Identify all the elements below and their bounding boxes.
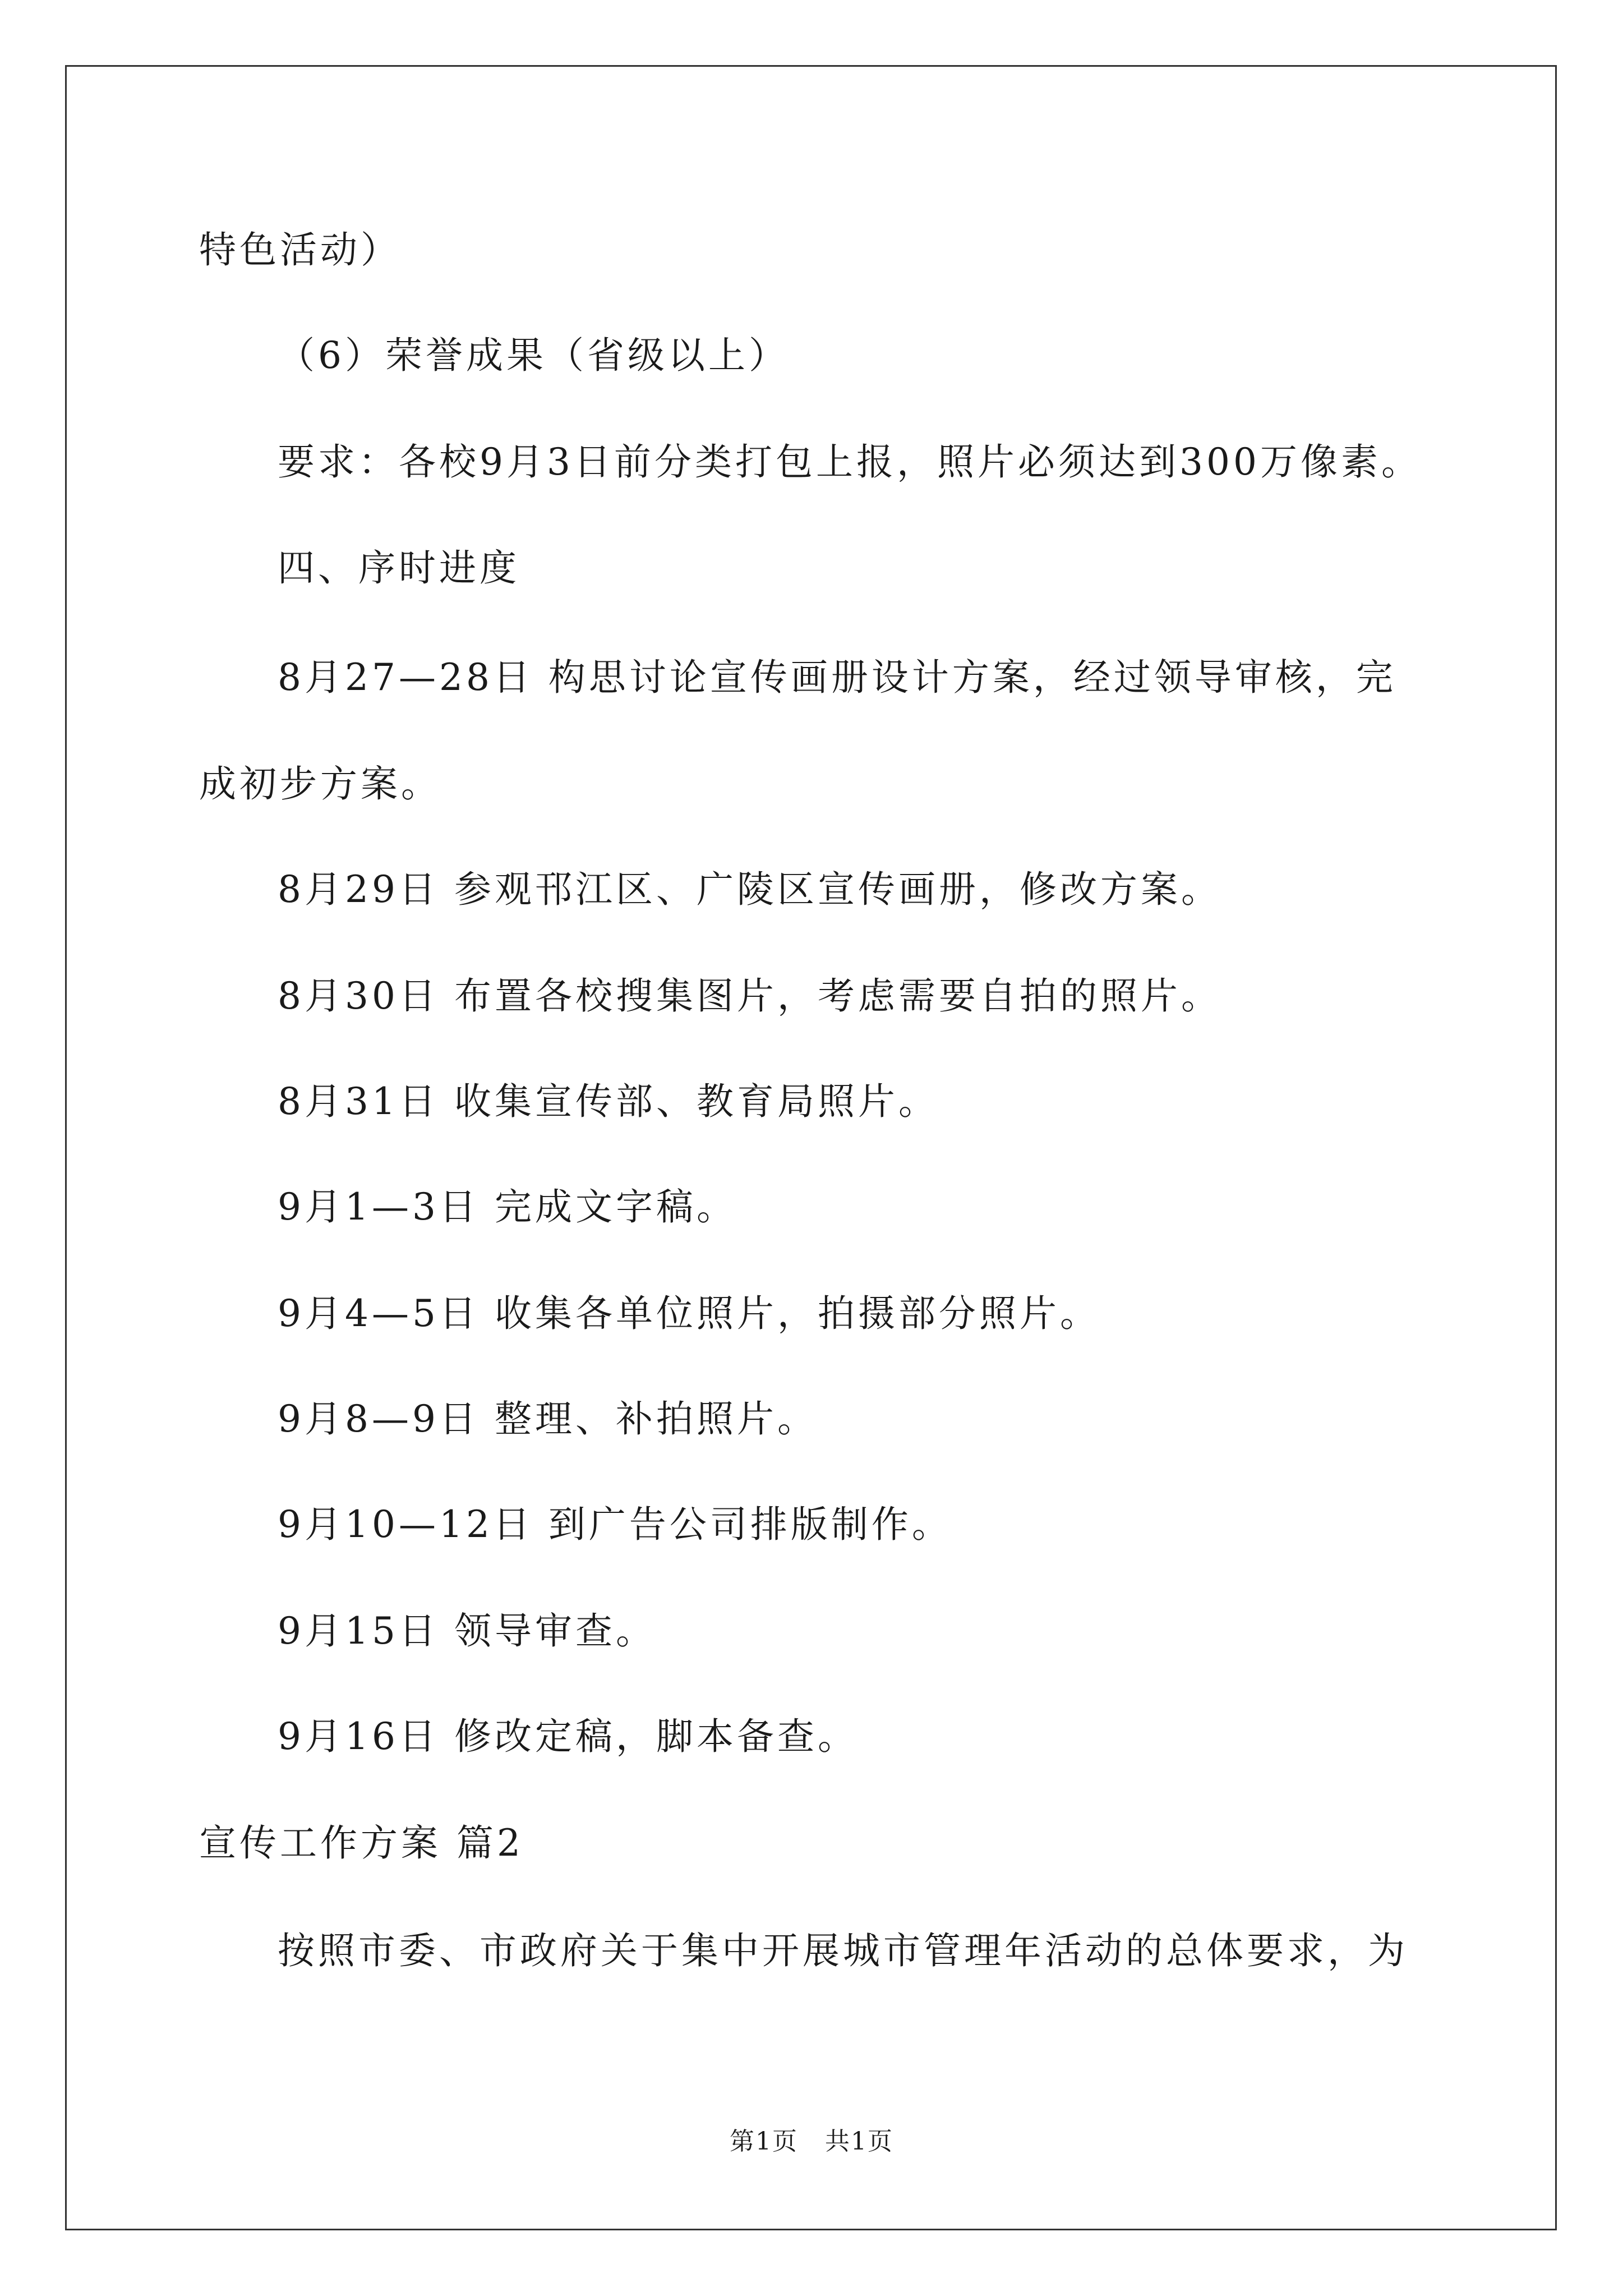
- text-line: 9月15日 领导审查。: [278, 1609, 656, 1653]
- text-line: 9月4—5日 收集各单位照片，拍摄部分照片。: [278, 1292, 1100, 1335]
- text-line: 9月1—3日 完成文字稿。: [278, 1185, 737, 1228]
- text-line: 8月27—28日 构思讨论宣传画册设计方案，经过领导审核，完: [278, 656, 1396, 699]
- text-line: 成初步方案。: [199, 762, 441, 806]
- page-number-total: 共1页: [825, 2127, 893, 2156]
- section-title: 宣传工作方案 篇2: [199, 1821, 524, 1865]
- page-border: [65, 65, 1557, 2230]
- page-number-current: 第1页: [730, 2127, 798, 2156]
- text-line: 8月31日 收集宣传部、教育局照片。: [278, 1080, 939, 1123]
- text-line: 8月30日 布置各校搜集图片，考虑需要自拍的照片。: [278, 974, 1221, 1018]
- text-line: 按照市委、市政府关于集中开展城市管理年活动的总体要求，为: [278, 1929, 1408, 1972]
- text-line: 要求：各校9月3日前分类打包上报，照片必须达到300万像素。: [278, 440, 1422, 484]
- text-line: 9月16日 修改定稿，脚本备查。: [278, 1715, 858, 1758]
- text-line: 8月29日 参观邗江区、广陵区宣传画册，修改方案。: [278, 868, 1221, 911]
- text-line: 特色活动）: [199, 228, 401, 272]
- text-line: 9月10—12日 到广告公司排版制作。: [278, 1503, 952, 1546]
- page-footer: [0, 2125, 1623, 2159]
- section-heading: 四、序时进度: [278, 546, 520, 590]
- text-line: （6）荣誉成果（省级以上）: [278, 334, 789, 377]
- text-line: 9月8—9日 整理、补拍照片。: [278, 1397, 818, 1441]
